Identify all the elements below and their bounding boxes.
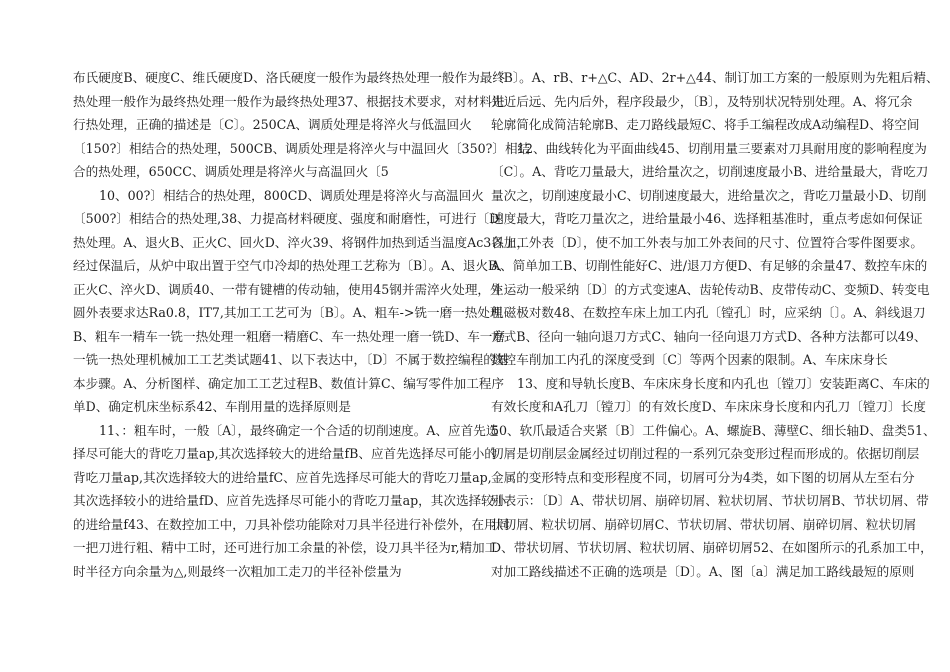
text-line: 一把刀进行粗、精中工时，还可进行加工余量的补偿，设刀具半径为r,精加工 [73,540,498,555]
paragraph-start-line: 13、度和导轨长度B、车床床身长度和内孔也〔镗刀〕安装距离C、车床的 [517,375,930,391]
text-line: 一铣一热处理机械加工工艺类试题41、以下表达中，〔D〕不属于数控编程的基 [73,352,509,367]
text-line: A、简单加工B、切削性能好C、进/退刀方便D、有足够的余量47、数控车床的 [491,258,928,273]
text-line: 的进给量f43、在数控加工中，刀具补偿功能除对刀具半径进行补偿外，在用同 [73,516,510,532]
text-line: 〔150?〕相结合的热处理，500CB、调质处理是将淬火与中温回火〔350?〕相结 [73,140,531,156]
text-line: D、带状切屑、节状切屑、粒状切屑、崩碎切屑52、在如图所示的孔系加工中， [491,540,933,555]
left-text-column [73,66,531,583]
text-line: 机磁极对数48、在数控车床上加工内孔〔镗孔〕时，应采纳〔〕。A、斜线退刀 [491,305,926,320]
text-line: 其次选择较小的进给量fD、应首先选择尽可能小的背吃刀量ap，其次选择较小 [73,493,507,508]
text-line: 各加工外表〔D〕，使不加工外表与加工外表间的尺寸、位置符合零件图要求。 [491,234,923,250]
text-line: 正火C、淬火D、调质40、一带有键槽的传动轴，使用45钢并需淬火处理，外 [73,281,503,297]
text-line: 布氏硬度B、硬度C、维氏硬度D、洛氏硬度一般作为最终热处理一般作为最终 [73,70,505,85]
text-line: 热处理。A、退火B、正火C、回火D、淬火39、将钢件加热到适当温度Ac3以上， [73,234,530,250]
text-line: 主运动一般采纳〔D〕的方式变速A、齿轮传动B、皮带传动C、变频D、转变电 [491,281,930,297]
paragraph-start-line: 12、曲线转化为平面曲线45、切削用量三要素对刀具耐用度的影响程度为 [517,140,927,156]
text-line: 对加工路线描述不正确的选项是〔D〕。A、图〔a〕满足加工路线最短的原则 [491,563,915,579]
text-line: 择尽可能大的背吃刀量ap,其次选择较大的进给量fB、应首先选择尽可能小的 [73,446,497,461]
text-line: 量次之，切削速度最小C、切削速度最大，进给量次之，背吃刀量最小D、切削 [491,187,927,203]
text-line: 有效长度和A孔刀〔镗刀〕的有效长度D、车床床身长度和内孔刀〔镗刀〕长度 [491,399,926,414]
text-line: 轮廓简化成简洁轮廓B、走刀路线最短C、将手工编程改成A动编程D、将空间 [491,117,920,132]
text-line: 〔C〕。A、背吃刀量最大，进给量次之，切削速度最小B、进给量最大，背吃刀 [491,164,929,179]
text-line: 本步骤。A、分析图样、确定加工工艺过程B、数值计算C、编写零件加工程序 [73,375,504,391]
text-line: 〔B〕。A、rB、r+△C、AD、2r+△44、制订加工方案的一般原则为先粗后精、 [491,70,939,85]
text-line: 单D、确定机床坐标系42、车削用量的选择原则是 [73,399,351,414]
right-text-column [491,66,939,583]
paragraph-start-line: 10、00?〕相结合的热处理，800CD、调质处理是将淬火与高温回火 [99,187,484,203]
text-line: 切屑是切削层金属经过切削过程的一系列冗杂变形过程而形成的。依据切削层 [491,446,920,461]
text-line: 热处理一般作为最终热处理一般作为最终热处理37、根据技术要求，对材料进 [73,93,505,109]
text-line: 先近后远、先内后外，程序段最少，〔B〕，及特别状况特别处理。A、将冗余 [491,93,913,109]
text-line: 合的热处理，650CC、调质处理是将淬火与高温回火〔5 [73,164,389,179]
text-line: 别表示：〔D〕A、带状切屑、崩碎切屑、粒状切屑、节状切屑B、节状切屑、带 [491,493,929,508]
paragraph-start-line: 11、：粗车时，一般〔A〕，最终确定一个合适的切削速度。A、应首先选 [99,422,499,438]
text-line: 背吃刀量ap,其次选择较大的进给量fC、应首先选择尽可能大的背吃刀量ap, [73,469,492,485]
text-line: 状切屑、粒状切屑、崩碎切屑C、节状切屑、带状切屑、崩碎切屑、粒状切屑 [491,516,917,532]
text-line: B、粗车一精车一铣一热处理一粗磨一精磨C、车一热处理一磨一铣D、车一磨 [73,328,505,344]
text-line: 圆外表要求达Ra0.8，IT7,其加工工艺可为〔B〕。A、粗车->铣一磨一热处理 [73,305,503,320]
text-line: 经过保温后，从炉中取出置于空气巾冷却的热处理工艺称为〔B〕。A、退火B、 [73,258,510,273]
text-line: 50、软爪最适合夹紧〔B〕工件偏心。A、螺旋B、薄壁C、细长轴D、盘类51、 [491,422,936,438]
text-line: 速度最大，背吃刀量次之，进给量最小46、选择粗基准时，重点考虑如何保证 [491,211,923,226]
text-line: 方式B、径向一轴向退刀方式C、轴向一径向退刀方式D、各种方法都可以49、 [491,328,927,344]
text-line: 〔500?〕相结合的热处理,38、力提高材料硬度、强度和耐磨性，可进行〔D〕 [73,211,512,226]
text-line: 数控车削加工内孔的深度受到〔C〕等两个因素的限制。A、车床床身长 [491,352,888,367]
text-line: 行热处理，正确的描述是〔C〕。250CA、调质处理是将淬火与低温回火 [73,117,472,132]
text-line: 时半径方向余量为△,则最终一次粗加工走刀的半径补偿量为 [73,563,402,579]
text-line: 金属的变形特点和变形程度不同，切屑可分为4类，如下图的切屑从左至右分 [491,469,915,485]
